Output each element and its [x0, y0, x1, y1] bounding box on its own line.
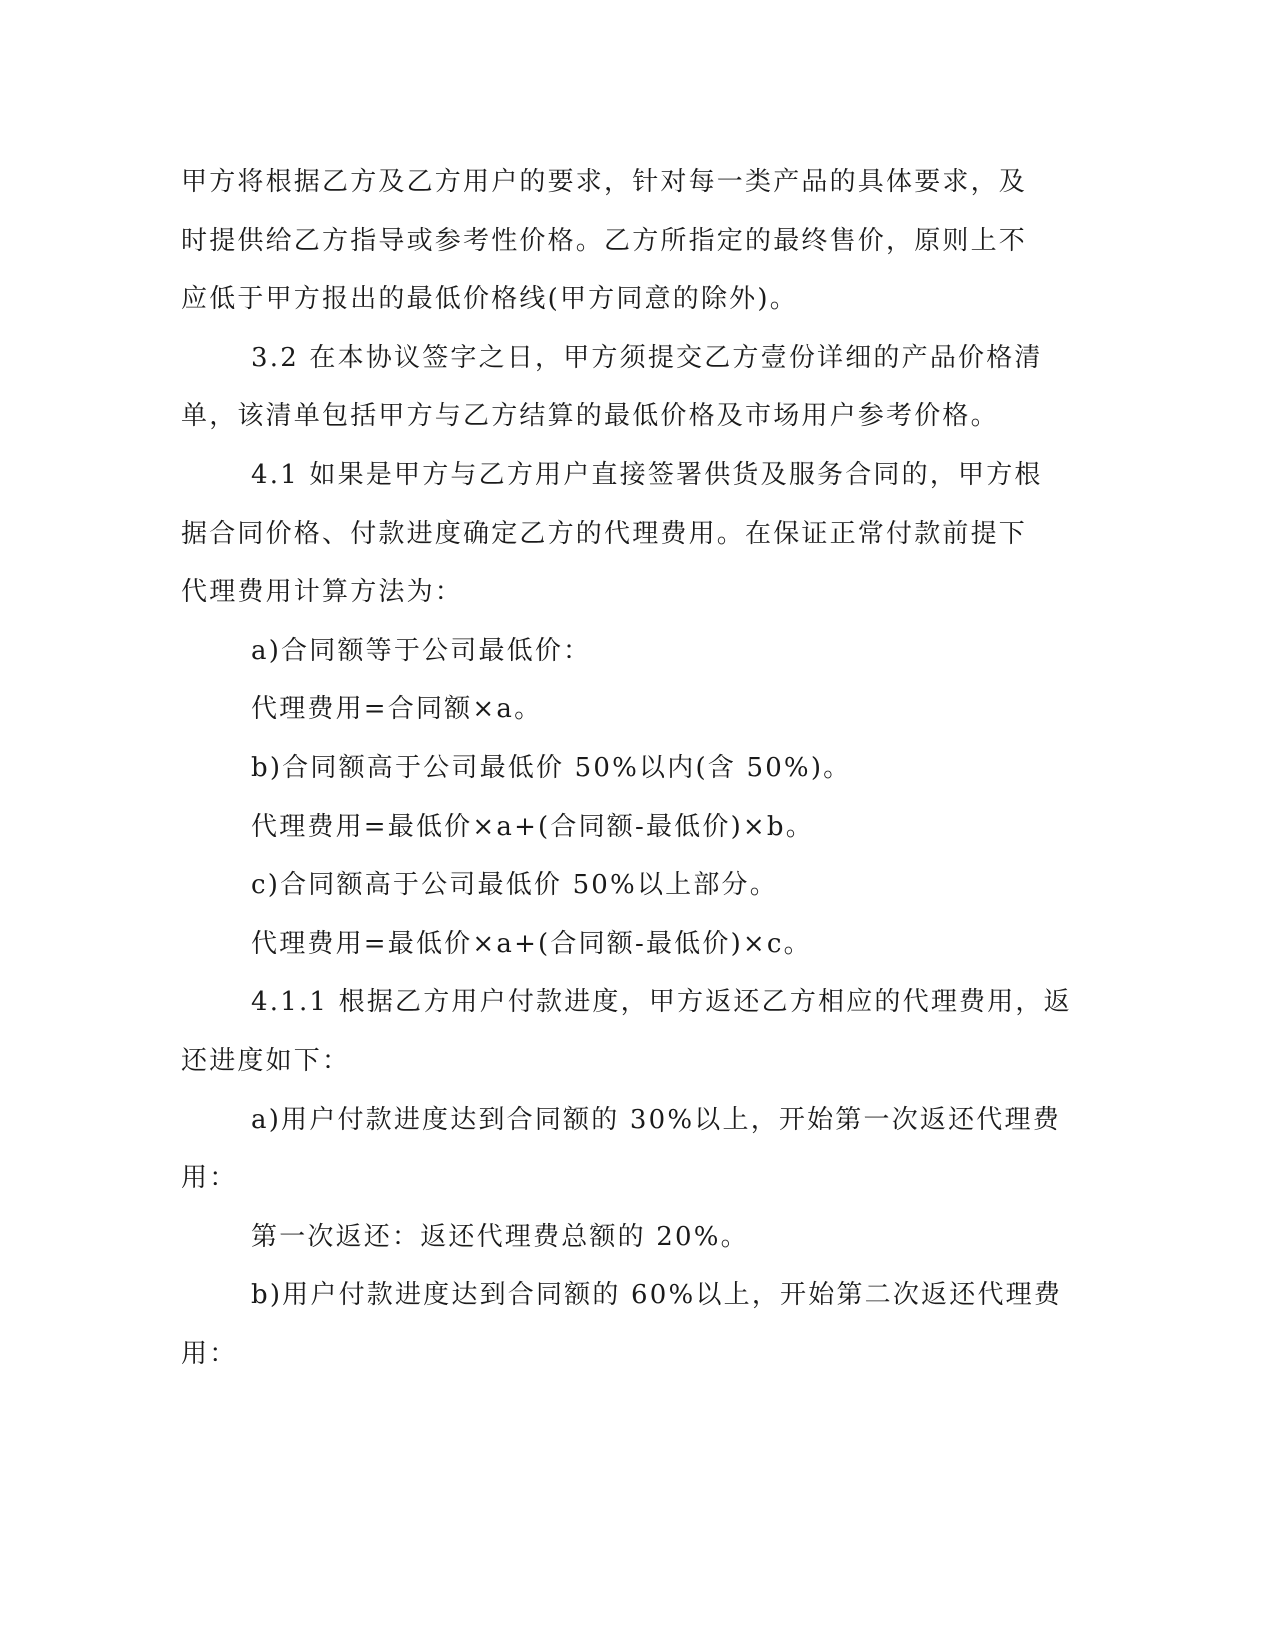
text-line: 3.2 在本协议签字之日，甲方须提交乙方壹份详细的产品价格清	[251, 342, 1043, 373]
text-line: 单，该清单包括甲方与乙方结算的最低价格及市场用户参考价格。	[181, 401, 999, 432]
text-line: 还进度如下：	[181, 1045, 351, 1076]
text-line: 代理费用=最低价×a+(合同额-最低价)×b。	[251, 811, 814, 842]
text-line: 用：	[181, 1163, 238, 1194]
text-line: a)合同额等于公司最低价：	[251, 635, 592, 666]
text-line: 据合同价格、付款进度确定乙方的代理费用。在保证正常付款前提下	[181, 518, 1028, 549]
text-line: a)用户付款进度达到合同额的 30%以上，开始第一次返还代理费	[251, 1104, 1061, 1135]
text-line: 代理费用=最低价×a+(合同额-最低价)×c。	[251, 928, 812, 959]
text-line: 代理费用计算方法为：	[181, 577, 464, 608]
text-line: 时提供给乙方指导或参考性价格。乙方所指定的最终售价，原则上不	[181, 225, 1028, 256]
text-line: 4.1 如果是甲方与乙方用户直接签署供货及服务合同的，甲方根	[251, 459, 1043, 490]
text-line: b)用户付款进度达到合同额的 60%以上，开始第二次返还代理费	[251, 1280, 1063, 1311]
text-line: 代理费用=合同额×a。	[251, 694, 543, 725]
text-line: 第一次返还：返还代理费总额的 20%。	[251, 1221, 749, 1252]
text-line: c)合同额高于公司最低价 50%以上部分。	[251, 870, 778, 901]
document-body	[181, 153, 1072, 1383]
text-line: 4.1.1 根据乙方用户付款进度，甲方返还乙方相应的代理费用，返	[251, 987, 1072, 1018]
text-line: 应低于甲方报出的最低价格线(甲方同意的除外)。	[181, 284, 798, 315]
text-line: 甲方将根据乙方及乙方用户的要求，针对每一类产品的具体要求，及	[181, 167, 1028, 197]
text-line: b)合同额高于公司最低价 50%以内(含 50%)。	[251, 752, 852, 783]
text-line: 用：	[181, 1338, 238, 1369]
